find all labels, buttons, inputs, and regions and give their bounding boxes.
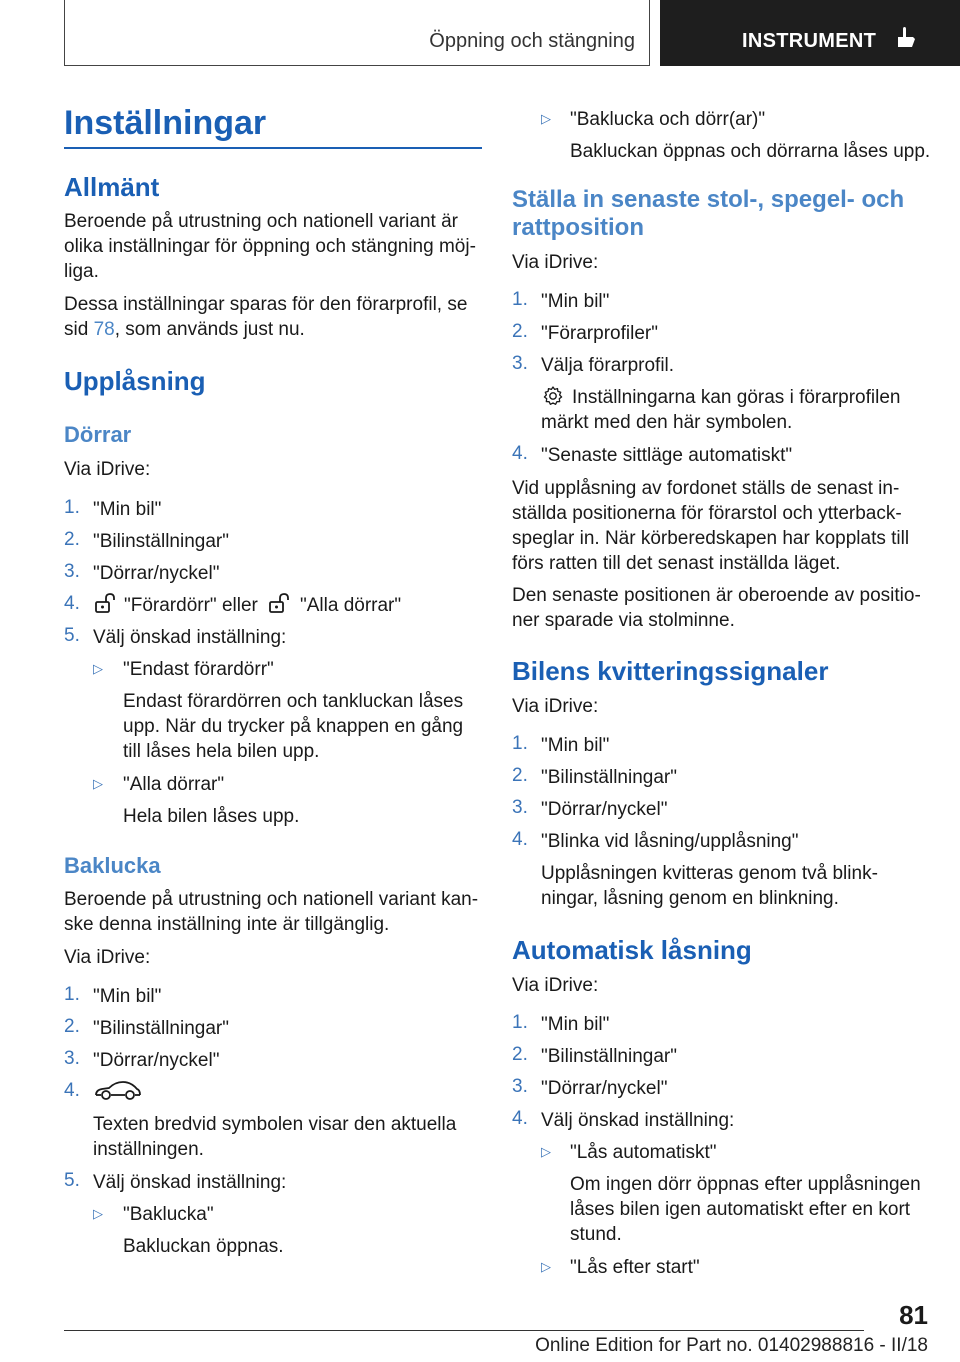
text-line: speglar in. När körberedskapen har kopplats till xyxy=(512,528,910,549)
step-text: "Bilinställningar" xyxy=(541,1046,677,1067)
step-text: "Min bil" xyxy=(541,735,610,756)
option-text: Om ingen dörr öppnas efter upplåsningen xyxy=(570,1174,921,1195)
chapter-tab xyxy=(660,0,960,66)
option-text: Bakluckan öppnas. xyxy=(123,1236,284,1257)
heading-doors: Dörrar xyxy=(64,422,132,447)
step-number: 1. xyxy=(512,733,528,754)
bullet-icon: ▷ xyxy=(541,1259,551,1274)
step-text: "Förarprofiler" xyxy=(541,323,658,344)
text-line: Beroende på utrustning och nationell variant kan- xyxy=(64,889,479,910)
step-text: "Min bil" xyxy=(541,1014,610,1035)
option-title: "Lås efter start" xyxy=(570,1257,700,1278)
text-line: Dessa inställningar sparas för den förarprofil, se xyxy=(64,294,468,315)
step-number: 4. xyxy=(512,1108,528,1129)
step-number: 1. xyxy=(64,497,80,518)
step-number: 4. xyxy=(64,1080,80,1101)
step-text: "Bilinställningar" xyxy=(541,767,677,788)
step-text: Välj önskad inställning: xyxy=(93,1172,287,1193)
gear-icon xyxy=(542,385,564,407)
heading-tailgate: Baklucka xyxy=(64,853,161,878)
chapter-title: INSTRUMENT xyxy=(742,30,877,52)
step-text: "Min bil" xyxy=(541,291,610,312)
via-idrive: Via iDrive: xyxy=(64,947,151,968)
text-line: sid 78, som används just nu. xyxy=(64,319,305,340)
step-number: 3. xyxy=(512,1076,528,1097)
text-line: Vid upplåsning av fordonet ställs de senast in- xyxy=(512,478,900,499)
step-number: 4. xyxy=(512,443,528,464)
step-number: 4. xyxy=(64,593,80,614)
step-number: 2. xyxy=(512,1044,528,1065)
step-text: Välj önskad inställning: xyxy=(93,627,287,648)
step-number: 3. xyxy=(512,353,528,374)
step-number: 2. xyxy=(512,321,528,342)
section-title: Öppning och stängning xyxy=(429,30,635,52)
step-number: 2. xyxy=(64,1016,80,1037)
option-text: Hela bilen låses upp. xyxy=(123,806,300,827)
step-number: 3. xyxy=(64,561,80,582)
text-line: förs ratten till det senast inställda läget. xyxy=(512,553,841,574)
step-number: 5. xyxy=(64,625,80,646)
pointing-hand-icon xyxy=(894,25,920,51)
option-title: "Lås automatiskt" xyxy=(570,1142,717,1163)
bullet-icon: ▷ xyxy=(93,1206,103,1221)
step-text: "Min bil" xyxy=(93,986,162,1007)
step-number: 1. xyxy=(512,1012,528,1033)
step-text: Texten bredvid symbolen visar den aktuella xyxy=(93,1114,457,1135)
option-title: "Endast förardörr" xyxy=(123,659,274,680)
heading-signals: Bilens kvitteringssignaler xyxy=(512,656,829,686)
step-text: "Förardörr" eller xyxy=(124,595,258,616)
footer-rule xyxy=(64,1330,864,1331)
text-line: Beroende på utrustning och nationell variant är xyxy=(64,211,458,232)
note-text: märkt med den här symbolen. xyxy=(541,412,793,433)
step-number: 1. xyxy=(512,289,528,310)
text-line: ske denna inställning inte är tillgänglig. xyxy=(64,914,390,935)
page-title: Inställningar xyxy=(64,104,267,142)
step-number: 2. xyxy=(64,529,80,550)
text-line: ner sparade via stolminne. xyxy=(512,610,735,631)
step-number: 2. xyxy=(512,765,528,786)
option-text: låses bilen igen automatiskt efter en kort xyxy=(570,1199,911,1220)
step-text: "Dörrar/nyckel" xyxy=(93,1050,220,1071)
step-number: 3. xyxy=(512,797,528,818)
car-icon xyxy=(93,1079,143,1101)
option-text: stund. xyxy=(570,1224,622,1245)
option-text: Endast förardörren och tankluckan låses xyxy=(123,691,464,712)
step-text: "Dörrar/nyckel" xyxy=(541,799,668,820)
heading-seat-position: Ställa in senaste stol-, spegel- och xyxy=(512,186,905,213)
option-text: till låses hela bilen upp. xyxy=(123,741,320,762)
bullet-icon: ▷ xyxy=(541,111,551,126)
step-text: "Dörrar/nyckel" xyxy=(541,1078,668,1099)
title-rule xyxy=(64,147,482,149)
step-text: Upplåsningen kvitteras genom två blink- xyxy=(541,863,878,884)
step-text: "Dörrar/nyckel" xyxy=(93,563,220,584)
heading-seat-position-2: rattposition xyxy=(512,214,644,241)
step-number: 3. xyxy=(64,1048,80,1069)
heading-autolock: Automatisk låsning xyxy=(512,935,752,965)
section-tab xyxy=(64,0,650,66)
text-line: olika inställningar för öppning och stängning möj- xyxy=(64,236,476,257)
step-text: "Senaste sittläge automatiskt" xyxy=(541,445,793,466)
page-number: 81 xyxy=(899,1300,928,1330)
step-text: "Bilinställningar" xyxy=(93,531,229,552)
step-text: inställningen. xyxy=(93,1139,204,1160)
step-number: 1. xyxy=(64,984,80,1005)
option-text: upp. När du trycker på knappen en gång xyxy=(123,716,464,737)
option-title: "Alla dörrar" xyxy=(123,774,225,795)
step-text: "Alla dörrar" xyxy=(300,595,402,616)
driver-door-unlock-icon xyxy=(94,592,118,614)
step-text: ningar, låsning genom en blinkning. xyxy=(541,888,839,909)
step-number: 4. xyxy=(512,829,528,850)
bullet-icon: ▷ xyxy=(93,661,103,676)
step-text: "Blinka vid låsning/upplåsning" xyxy=(541,831,799,852)
all-doors-unlock-icon xyxy=(268,592,292,614)
option-title: "Baklucka och dörr(ar)" xyxy=(570,109,766,130)
step-text: Välja förarprofil. xyxy=(541,355,675,376)
bullet-icon: ▷ xyxy=(541,1144,551,1159)
step-number: 5. xyxy=(64,1170,80,1191)
via-idrive: Via iDrive: xyxy=(64,459,151,480)
heading-general: Allmänt xyxy=(64,172,160,202)
option-title: "Baklucka" xyxy=(123,1204,214,1225)
bullet-icon: ▷ xyxy=(93,776,103,791)
heading-unlock: Upplåsning xyxy=(64,366,206,396)
step-text: "Bilinställningar" xyxy=(93,1018,229,1039)
option-text: Bakluckan öppnas och dörrarna låses upp. xyxy=(570,141,931,162)
via-idrive: Via iDrive: xyxy=(512,696,599,717)
step-text: Välj önskad inställning: xyxy=(541,1110,735,1131)
via-idrive: Via iDrive: xyxy=(512,252,599,273)
text-line: Den senaste positionen är oberoende av positio- xyxy=(512,585,921,606)
note-text: Inställningarna kan göras i förarprofilen xyxy=(572,387,901,408)
via-idrive: Via iDrive: xyxy=(512,975,599,996)
text-line: ställda positionerna för förarstol och ytterback- xyxy=(512,503,902,524)
footer-edition: Online Edition for Part no. 01402988816 - II/18 xyxy=(535,1335,928,1356)
text-line: liga. xyxy=(64,261,99,282)
step-text: "Min bil" xyxy=(93,499,162,520)
page-link[interactable]: 78 xyxy=(93,319,115,340)
